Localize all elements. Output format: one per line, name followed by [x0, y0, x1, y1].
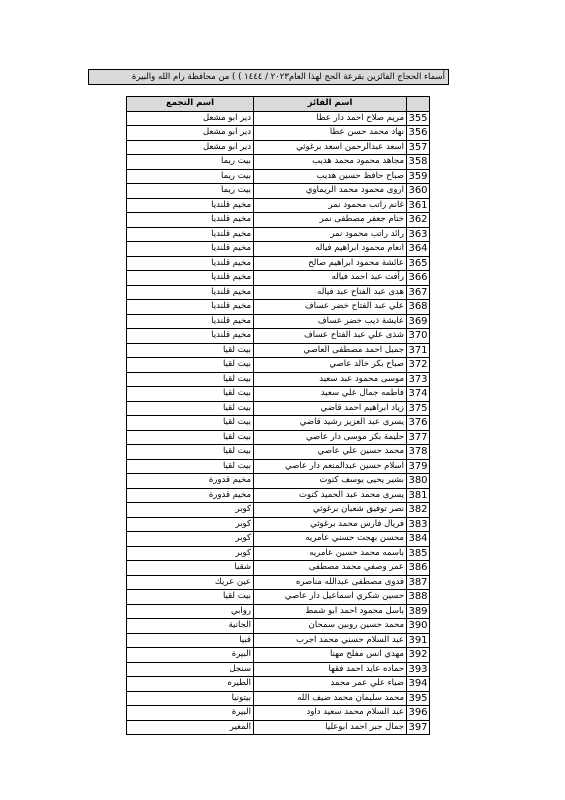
winner-name: باسمه محمد حسين عامريه	[254, 546, 407, 561]
row-number: 355	[408, 112, 428, 124]
table-row	[127, 474, 430, 489]
winner-name: رائد راتب محمود نمر	[254, 227, 407, 242]
table-row	[127, 300, 430, 315]
row-number: 358	[408, 156, 428, 168]
winner-name: نهاد محمد حسن عطا	[254, 126, 407, 141]
community-name: بيت لقيا	[127, 459, 254, 474]
row-number: 370	[408, 330, 428, 342]
table-row	[127, 111, 430, 126]
table-row	[127, 503, 430, 518]
row-number: 373	[408, 373, 428, 385]
community-name: قبيا	[127, 633, 254, 648]
winner-name: اسلام حسين عبدالمنعم دار عاصي	[254, 459, 407, 474]
community-name: بيت لقيا	[127, 590, 254, 605]
community-name: البيرة	[127, 648, 254, 663]
community-name: بيت لقيا	[127, 401, 254, 416]
winner-name: محمد حسين علي عاصي	[254, 445, 407, 460]
winner-name: حليمة بكر موسى دار عاصي	[254, 430, 407, 445]
winner-name: علي عبد الفتاح خضر عساف	[254, 300, 407, 315]
row-number: 387	[408, 576, 428, 588]
winner-name: باسل محمود احمد ابو شمط	[254, 604, 407, 619]
winner-name: انعام محمود ابراهيم فياله	[254, 242, 407, 257]
community-name: بيتونيا	[127, 691, 254, 706]
winner-name: عبد السلام محمد سعيد داود	[254, 706, 407, 721]
table-row	[127, 358, 430, 373]
community-name: شقبا	[127, 561, 254, 576]
row-number: 384	[408, 533, 428, 545]
winner-name: اروى محمود محمد الريماوي	[254, 184, 407, 199]
winner-name: عمر وصفي محمد مصطفى	[254, 561, 407, 576]
winner-name: ختام جعفر مصطفى نمر	[254, 213, 407, 228]
winner-name: جمال جبر احمد ابوعليا	[254, 720, 407, 735]
community-name: دير ابو مشعل	[127, 126, 254, 141]
row-number: 357	[408, 141, 428, 153]
community-name: بيت ريما	[127, 184, 254, 199]
community-name: بيت لقيا	[127, 387, 254, 402]
community-name: كوبر	[127, 503, 254, 518]
table-row	[127, 198, 430, 213]
winner-name: صباح حافظ حسين هديب	[254, 169, 407, 184]
table-row	[127, 314, 430, 329]
table-row	[127, 619, 430, 634]
row-number: 395	[408, 692, 428, 704]
community-name: كوبر	[127, 517, 254, 532]
community-name: الطيره	[127, 677, 254, 692]
header-winner-name: اسم الفائز	[254, 97, 407, 112]
winner-name: يسرى محمد عبد الحميد كتوت	[254, 488, 407, 503]
winner-name: فريال فارس محمد برغوثي	[254, 517, 407, 532]
winner-name: صباح بكر خالد عاصي	[254, 358, 407, 373]
table-row	[127, 561, 430, 576]
table-row	[127, 285, 430, 300]
row-number: 367	[408, 286, 428, 298]
winner-name: غانم راتب محمود نمر	[254, 198, 407, 213]
table-row	[127, 720, 430, 735]
winner-name: مريم صلاح احمد دار عطا	[254, 111, 407, 126]
table-row	[127, 430, 430, 445]
community-name: بيت لقيا	[127, 372, 254, 387]
row-number: 356	[408, 127, 428, 139]
community-name: مخيم قلنديا	[127, 300, 254, 315]
community-name: مخيم قدورة	[127, 488, 254, 503]
community-name: البيرة	[127, 706, 254, 721]
winner-name: مهدي انس مفلح مهنا	[254, 648, 407, 663]
winners-table	[126, 96, 430, 735]
row-number: 364	[408, 243, 428, 255]
row-number: 380	[408, 475, 428, 487]
table-row	[127, 169, 430, 184]
row-number: 363	[408, 228, 428, 240]
winner-name: مجاهد محمود محمد هديب	[254, 155, 407, 170]
winner-name: محمد حسين روبين سمحان	[254, 619, 407, 634]
row-number: 374	[408, 388, 428, 400]
winner-name: حماده عايد احمد فقها	[254, 662, 407, 677]
community-name: مخيم قلنديا	[127, 242, 254, 257]
community-name: المغير	[127, 720, 254, 735]
row-number: 389	[408, 605, 428, 617]
row-number: 382	[408, 504, 428, 516]
table-row	[127, 387, 430, 402]
table-row	[127, 140, 430, 155]
winner-name: يسرى عبد العزيز رشيد قاضي	[254, 416, 407, 431]
header-community-name: اسم التجمع	[127, 97, 254, 112]
community-name: مخيم قلنديا	[127, 329, 254, 344]
community-name: الجانية	[127, 619, 254, 634]
community-name: سنجل	[127, 662, 254, 677]
table-row	[127, 604, 430, 619]
community-name: عين عريك	[127, 575, 254, 590]
winner-name: فاطمه جمال علي سعيد	[254, 387, 407, 402]
winner-name: رأفت عبد احمد فياله	[254, 271, 407, 286]
community-name: كوبر	[127, 532, 254, 547]
table-row	[127, 691, 430, 706]
row-number: 390	[408, 620, 428, 632]
winner-name: هدى عبد الفتاح عبد فياله	[254, 285, 407, 300]
community-name: مخيم قلنديا	[127, 271, 254, 286]
community-name: مخيم قلنديا	[127, 227, 254, 242]
community-name: بيت ريما	[127, 155, 254, 170]
winner-name: عبد السلام حسني محمد اجرب	[254, 633, 407, 648]
row-number: 359	[408, 170, 428, 182]
winner-name: حسين شكري اسماعيل دار عاصي	[254, 590, 407, 605]
row-number: 372	[408, 359, 428, 371]
winner-name: محمد سليمان محمد ضيف الله	[254, 691, 407, 706]
table-row	[127, 445, 430, 460]
community-name: دير ابو مشعل	[127, 140, 254, 155]
winner-name: جميل احمد مصطفى العاصي	[254, 343, 407, 358]
winner-name: بشير يحيى يوسف كتوت	[254, 474, 407, 489]
header-number	[407, 97, 430, 112]
table-row	[127, 517, 430, 532]
community-name: مخيم قلنديا	[127, 256, 254, 271]
table-row	[127, 590, 430, 605]
winner-name: اسعد عبدالرحمن اسعد برغوثي	[254, 140, 407, 155]
row-number: 393	[408, 663, 428, 675]
table-row	[127, 532, 430, 547]
document-title: أسماء الحجاج الفائزين بقرعة الحج لهذا العام٢٠٢٣ / ١٤٤٤ ) ) من محافظة رام الله والبيرة	[88, 69, 449, 85]
community-name: مخيم قلنديا	[127, 198, 254, 213]
row-number: 381	[408, 489, 428, 501]
row-number: 371	[408, 344, 428, 356]
row-number: 369	[408, 315, 428, 327]
community-name: بيت لقيا	[127, 343, 254, 358]
community-name: بيت لقيا	[127, 416, 254, 431]
table-row	[127, 706, 430, 721]
row-number: 375	[408, 402, 428, 414]
table-row	[127, 662, 430, 677]
table-row	[127, 633, 430, 648]
row-number: 377	[408, 431, 428, 443]
table-row	[127, 213, 430, 228]
winner-name: زياد ابراهيم احمد قاضي	[254, 401, 407, 416]
winner-name: نصر توفيق شعبان برغوثي	[254, 503, 407, 518]
community-name: مخيم قلنديا	[127, 213, 254, 228]
community-name: مخيم قدورة	[127, 474, 254, 489]
winner-name: ضياء علي عمر محمد	[254, 677, 407, 692]
row-number: 385	[408, 547, 428, 559]
row-number: 388	[408, 591, 428, 603]
table-row	[127, 227, 430, 242]
table-row	[127, 329, 430, 344]
winner-name: شذى علي عبد الفتاح عساف	[254, 329, 407, 344]
row-number: 376	[408, 417, 428, 429]
table-header-row	[127, 97, 430, 112]
community-name: بيت لقيا	[127, 445, 254, 460]
row-number: 362	[408, 214, 428, 226]
community-name: مخيم قلنديا	[127, 285, 254, 300]
community-name: بيت ريما	[127, 169, 254, 184]
table-row	[127, 416, 430, 431]
table-row	[127, 488, 430, 503]
table-row	[127, 648, 430, 663]
table-row	[127, 242, 430, 257]
row-number: 391	[408, 634, 428, 646]
row-number: 361	[408, 199, 428, 211]
row-number: 378	[408, 446, 428, 458]
community-name: بيت لقيا	[127, 358, 254, 373]
community-name: مخيم قلنديا	[127, 314, 254, 329]
winner-name: موسى محمود عبد سعيد	[254, 372, 407, 387]
row-number: 386	[408, 562, 428, 574]
row-number: 368	[408, 301, 428, 313]
row-number: 383	[408, 518, 428, 530]
table-row	[127, 256, 430, 271]
row-number: 396	[408, 707, 428, 719]
table-row	[127, 575, 430, 590]
table-row	[127, 459, 430, 474]
row-number: 365	[408, 257, 428, 269]
table-row	[127, 343, 430, 358]
row-number: 394	[408, 678, 428, 690]
row-number: 397	[408, 721, 428, 733]
row-number: 366	[408, 272, 428, 284]
row-number: 379	[408, 460, 428, 472]
table-row	[127, 677, 430, 692]
table-row	[127, 546, 430, 561]
winner-name: عائشة محمود ابراهيم صالح	[254, 256, 407, 271]
winner-name: عايشة ذيب خضر عساف	[254, 314, 407, 329]
winner-name: محسن بهجت حسني عامريه	[254, 532, 407, 547]
row-number: 392	[408, 649, 428, 661]
table-row	[127, 401, 430, 416]
table-row	[127, 184, 430, 199]
winner-name: فدوى مصطفى عبدالله مناصره	[254, 575, 407, 590]
table-row	[127, 126, 430, 141]
community-name: روابي	[127, 604, 254, 619]
row-number: 360	[408, 185, 428, 197]
table-row	[127, 155, 430, 170]
community-name: كوبر	[127, 546, 254, 561]
table-row	[127, 271, 430, 286]
community-name: دير ابو مشعل	[127, 111, 254, 126]
table-row	[127, 372, 430, 387]
community-name: بيت لقيا	[127, 430, 254, 445]
